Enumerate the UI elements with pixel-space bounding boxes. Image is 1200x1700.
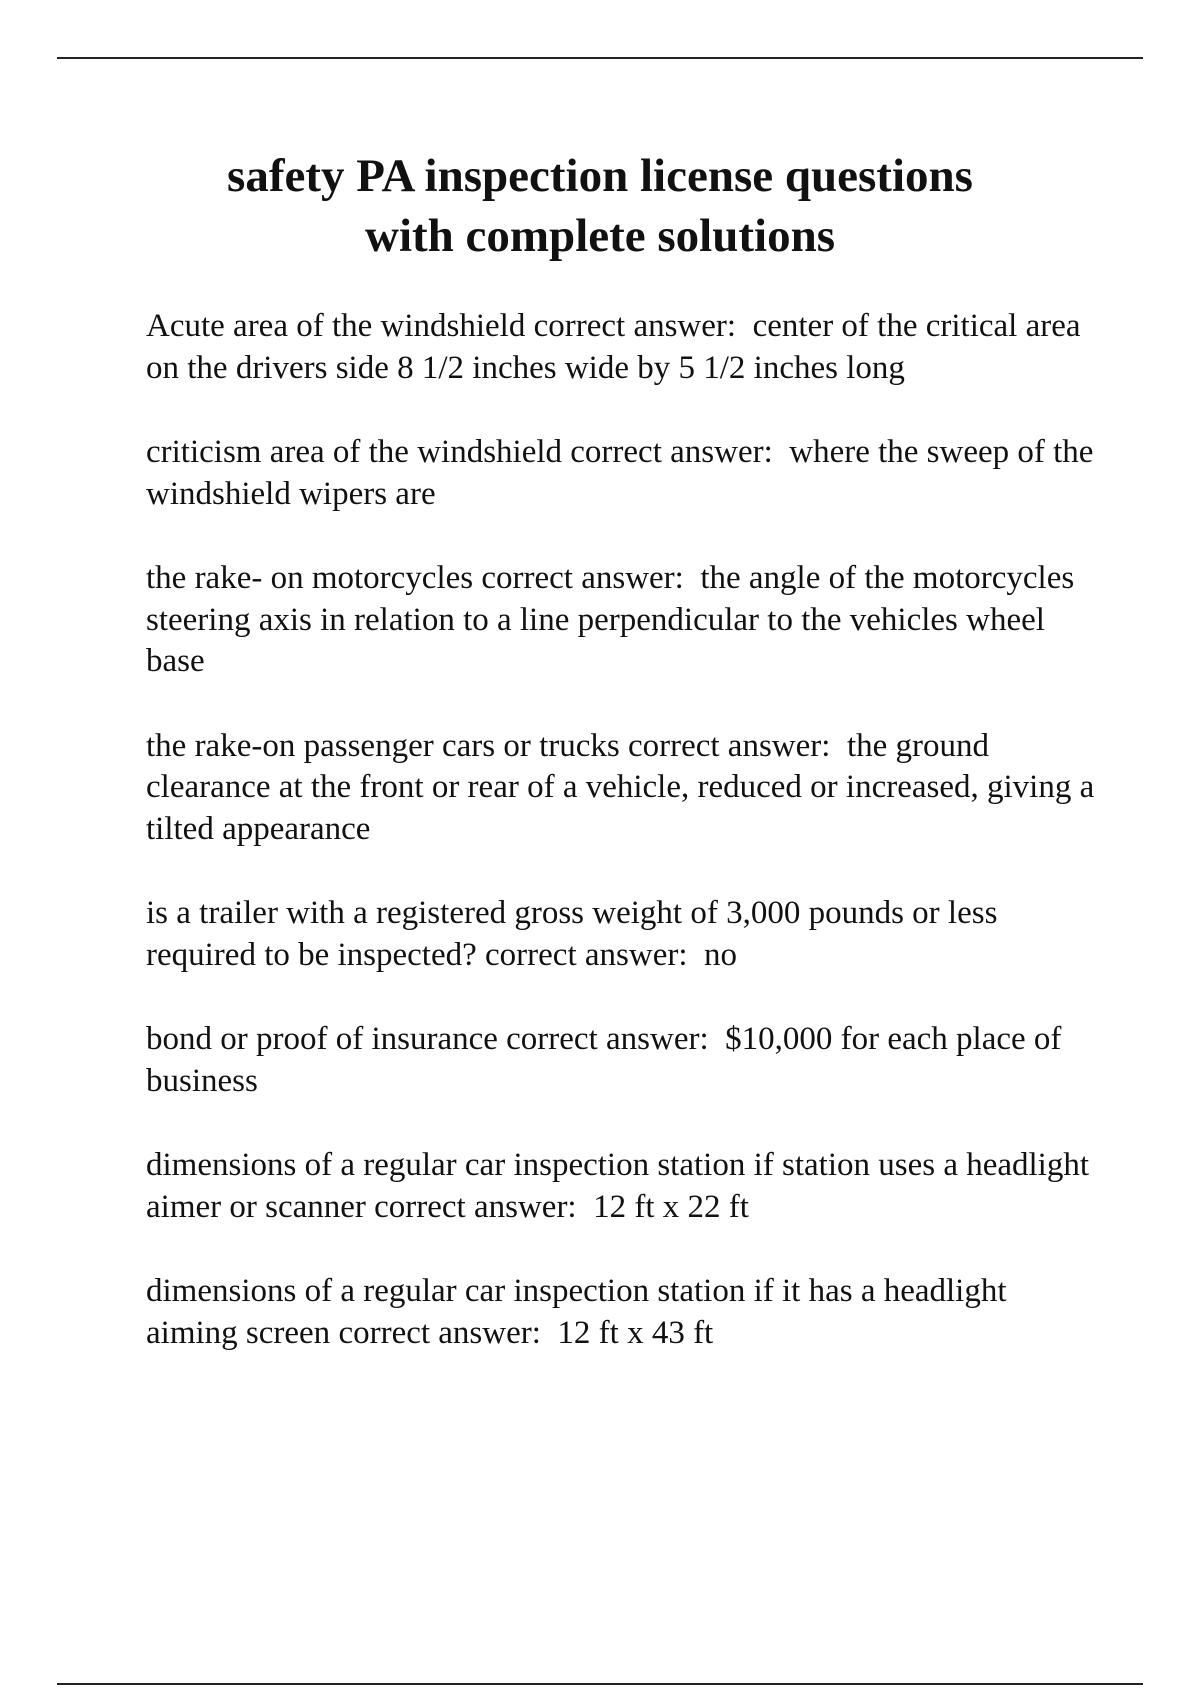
- answer-label: correct answer:: [533, 308, 737, 344]
- answer-label: correct answer:: [481, 560, 684, 596]
- question-text: the rake-on passenger cars or trucks: [146, 727, 620, 764]
- question-text: the rake- on motorcycles: [146, 560, 474, 596]
- question-text: dimensions of a regular car inspection station if it has a headlight aiming screen: [146, 1273, 1007, 1351]
- qa-list: [146, 306, 1106, 1397]
- answer-text: the angle of the motorcycles steering axis in relation to a line perpendicular to the vehicles wheel base: [146, 560, 1075, 679]
- answer-text: center of the critical area on the drivers side 8 1/2 inches wide by 5 1/2 inches long: [146, 308, 1081, 386]
- question-text: is a trailer with a registered gross weight of 3,000 pounds or less required to be inspected?: [146, 895, 998, 973]
- question-text: bond or proof of insurance: [146, 1021, 498, 1057]
- question-text: criticism area of the windshield: [146, 434, 563, 470]
- answer-label: correct answer:: [338, 1314, 541, 1351]
- answer-label: correct answer:: [506, 1021, 709, 1057]
- answer-label: correct answer:: [485, 936, 688, 973]
- qa-item: [146, 726, 1106, 851]
- bottom-divider: [57, 1683, 1143, 1685]
- top-divider: [57, 57, 1143, 59]
- qa-item: [146, 558, 1106, 683]
- document-title: [100, 146, 1100, 266]
- answer-label: correct answer:: [374, 1188, 577, 1225]
- answer-label: correct answer:: [570, 434, 773, 470]
- answer-text: no: [704, 936, 737, 973]
- qa-item: [146, 432, 1106, 515]
- title-line-2: with complete solutions: [365, 210, 835, 262]
- answer-label: correct answer:: [627, 727, 831, 764]
- answer-text: the ground clearance at the front or rear of a vehicle, reduced or increased, giving a tilted appearance: [146, 727, 1095, 847]
- qa-item: [146, 1019, 1106, 1102]
- qa-item: [146, 893, 1106, 976]
- qa-item: [146, 1145, 1106, 1228]
- title-line-1: safety PA inspection license questions: [227, 150, 973, 202]
- question-text: Acute area of the windshield: [146, 308, 526, 344]
- answer-text: $10,000 for each place of business: [146, 1021, 1062, 1099]
- qa-item: [146, 1271, 1106, 1354]
- answer-text: where the sweep of the windshield wipers are: [146, 434, 1094, 512]
- question-text: dimensions of a regular car inspection station if station uses a headlight aimer or scanner: [146, 1147, 1090, 1225]
- answer-text: 12 ft x 43 ft: [557, 1314, 714, 1351]
- qa-item: [146, 306, 1106, 389]
- answer-text: 12 ft x 22 ft: [593, 1188, 749, 1225]
